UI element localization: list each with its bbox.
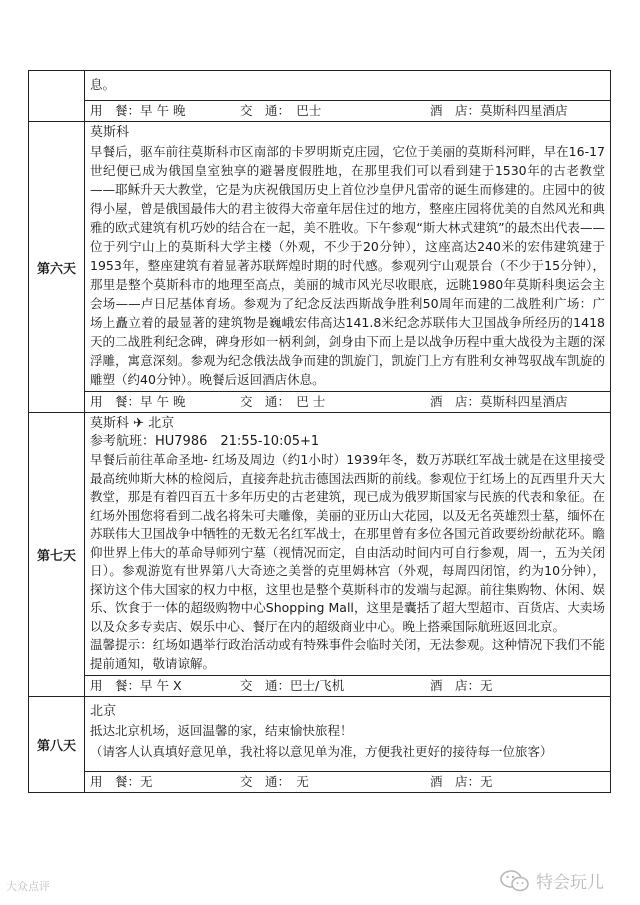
watermark-left [6, 878, 50, 894]
day6-description: 早餐后，驱车前往莫斯科市区南部的卡罗明斯克庄园，它位于美丽的莫斯科河畔，早在16-17世纪便已成为俄国皇室独享的避暑度假胜地，在那里我们可以看到建于1530年的古老教堂——耶稣升天大教堂，它是为庆祝俄国历史上首位沙皇伊凡雷帝的诞生而修建的。庄园中的彼得小屋，曾是俄国最伟大的君主彼得大帝童年居住过的地方，整座庄园将优美的自然风光和典雅的欧式建筑有机巧妙的结合在一起，美不胜收。下午参观“斯大林式建筑”的最杰出代表——位于列宁山上的莫斯科大学主楼（外观，不少于20分钟），这座高达240米的宏伟建筑建于1953年，整座建筑有着显著苏联辉煌时期的时代感。参观列宁山观景台（不少于15分钟），那里是整个莫斯科市的地理至高点，美丽的城市风光尽收眼底，远眺1980年莫斯科奥运会主会场——卢日尼基体育场。参观为了纪念反法西斯战争胜利50周年而建的二战胜利广场：广场上矗立着的最显著的建筑物是巍峨宏伟高达141.8米纪念苏联伟大卫国战争所经历的1418天的二战胜利纪念碑，碑身形如一柄利剑，剑身由下而上是以战争历程中重大战役为主题的深浮雕，寓意深刻。参观为纪念俄法战争而建的凯旋门，凯旋门上方有胜利女神驾驭战车凯旋的雕塑（约40分钟）。晚餐后返回酒店休息。 [90, 144, 605, 387]
day7-info-cell [85, 676, 611, 697]
hotel-info: 酒 店：莫斯科四星酒店 [430, 394, 568, 409]
empty-day-cell [29, 71, 85, 122]
day7-row [29, 413, 611, 676]
watermark-right-text: 特会玩儿 [536, 873, 604, 893]
day7-flight: 参考航班：HU7986 21:55-10:05+1 [90, 434, 320, 449]
day6-info-row [29, 392, 611, 413]
day6-row [29, 122, 611, 392]
day7-title: 莫斯科 ✈ 北京 [90, 416, 175, 431]
transport-info: 交 通： 巴士 [240, 103, 322, 118]
info-line [85, 392, 610, 412]
day6-content-cell [85, 122, 611, 392]
meal-info: 用 餐：无 [90, 774, 153, 789]
day8-note: （请客人认真填好意见单，我社将以意见单为准，方便我社更好的接待每一位旅客） [90, 744, 553, 759]
watermark-right [500, 868, 604, 893]
wechat-icon [500, 869, 530, 893]
continuation-text: 息。 [90, 77, 116, 92]
day8-info-cell [85, 772, 611, 793]
day8-content-cell [85, 697, 611, 772]
info-line [85, 772, 610, 792]
hotel-info: 酒 店：无 [430, 774, 493, 789]
day7-description: 早餐后前往革命圣地- 红场及周边（约1小时）1939年冬，数万苏联红军战士就是在这里接受最高统帅斯大林的检阅后，直接奔赴抗击德国法西斯的前线。参观位于红场上的瓦西里升天大教堂，那是有着四百五十多年历史的古老建筑，现已成为俄罗斯国家与民族的代表和象征。在红场外围您将看到二战名将朱可夫雕像，美丽的亚历山大花园，以及无名英雄烈士墓，缅怀在苏联伟大卫国战争中牺牲的无数无名红军战士，在那里曾有多位各国元首政要纷纷献花环。瞻仰世界上伟大的革命导师列宁墓（视情况而定，自由活动时间内可自行参观，周一，五为关闭日）。参观游览有世界第八大奇迹之美誉的克里姆林宫（外观，每周四闭馆，约为10分钟），探访这个伟大国家的权力中枢，这里也是整个莫斯科市的发端与起源。前往集购物、休闲、娱乐、饮食于一体的超级购物中心Shopping Mall，这里是囊括了超大型超市、百货店、大卖场以及众多专卖店、娱乐中心、餐厅在内的超级商业中心。晚上搭乘国际航班返回北京。 [90, 452, 605, 634]
info-line [85, 676, 610, 696]
day7-label: 第七天 [29, 413, 85, 697]
hotel-info: 酒 店：莫斯科四星酒店 [430, 103, 568, 118]
continuation-info-row [29, 101, 611, 122]
day6-label: 第六天 [29, 122, 85, 413]
day7-content-cell [85, 413, 611, 676]
day6-info-cell [85, 392, 611, 413]
info-line [85, 101, 610, 121]
transport-info: 交 通： 巴 士 [240, 394, 326, 409]
watermark-left-text: 大众点评 [6, 880, 50, 893]
day8-label: 第八天 [29, 697, 85, 793]
day8-info-row [29, 772, 611, 793]
day8-row [29, 697, 611, 772]
day7-tip: 温馨提示：红场如遇举行政治活动或有特殊事件会临时关闭，无法参观。这种情况下我们不能提前通知，敬请谅解。 [90, 637, 605, 671]
continuation-text-cell [85, 71, 611, 101]
hotel-info: 酒 店：无 [430, 678, 493, 693]
meal-info: 用 餐：早 午 X [90, 678, 182, 693]
transport-info: 交 通： 无 [240, 774, 309, 789]
day8-description: 抵达北京机场，返回温馨的家，结束愉快旅程！ [90, 723, 353, 738]
meal-info: 用 餐：早 午 晚 [90, 103, 186, 118]
itinerary-table [28, 70, 611, 793]
top-margin [0, 0, 640, 70]
day7-info-row [29, 676, 611, 697]
transport-info: 交 通：巴士/飞机 [240, 678, 345, 693]
continuation-info-cell [85, 101, 611, 122]
continuation-row [29, 71, 611, 101]
day8-title: 北京 [90, 704, 117, 719]
meal-info: 用 餐：早 午 晚 [90, 394, 186, 409]
day6-title: 莫斯科 [90, 125, 130, 140]
